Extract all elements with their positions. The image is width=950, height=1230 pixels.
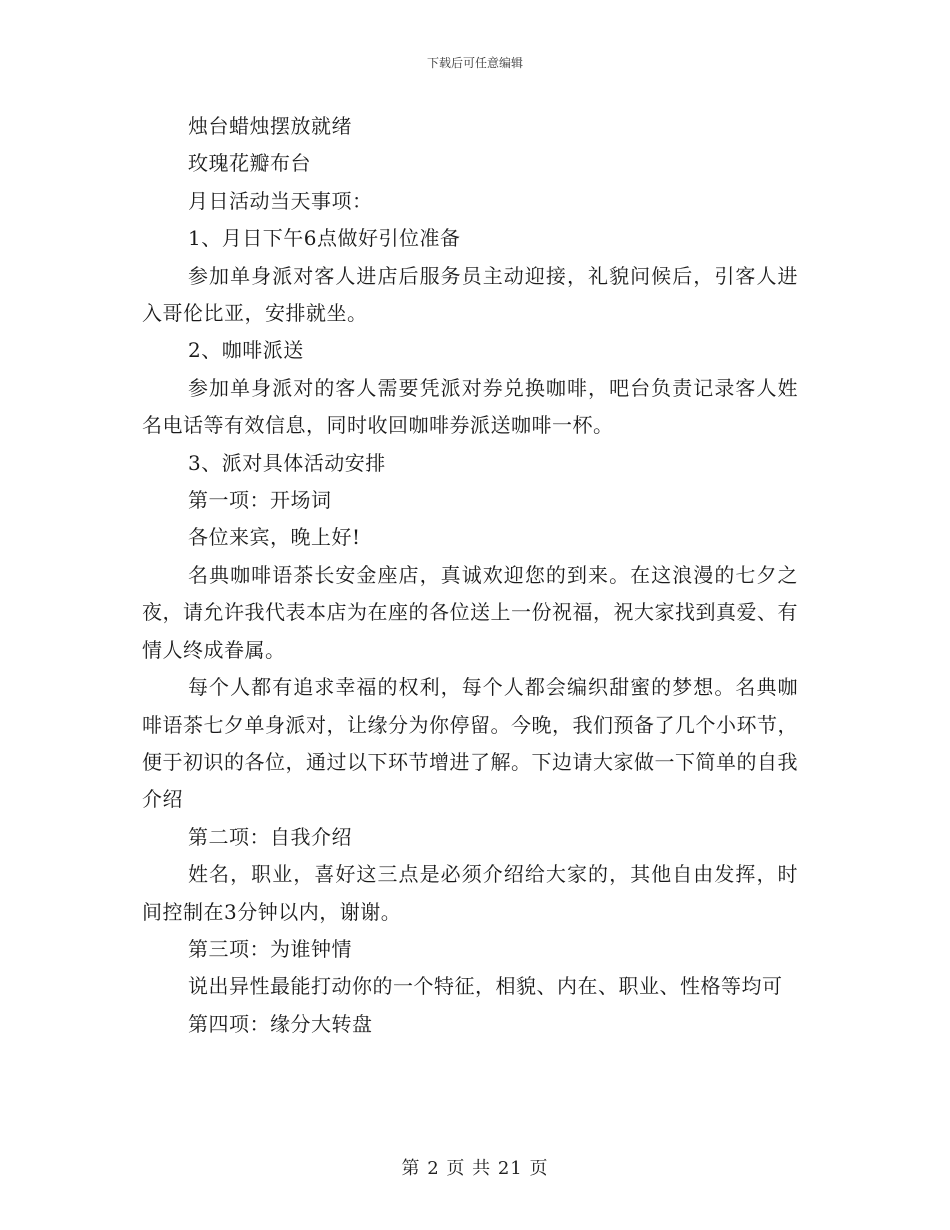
paragraph: 月日活动当天事项： — [188, 188, 373, 213]
paragraph: 1、月日下午6点做好引位准备 — [188, 226, 461, 251]
paragraph: 2、咖啡派送 — [188, 338, 304, 363]
paragraph: 说出异性最能打动你的一个特征，相貌、内在、职业、性格等均可 — [188, 974, 783, 999]
page-header: 下载后可任意编辑 — [426, 56, 523, 70]
paragraph: 玫瑰花瓣布台 — [188, 151, 311, 176]
paragraph: 各位来宾，晚上好! — [188, 525, 361, 550]
paragraph: 3、派对具体活动安排 — [188, 450, 386, 475]
paragraph: 第一项：开场词 — [188, 488, 332, 513]
document-body — [142, 108, 798, 1043]
paragraph: 名典咖啡语茶长安金座店，真诚欢迎您的到来。在这浪漫的七夕之夜，请允许我代表本店为在座的各位送上一份祝福，祝大家找到真爱、有情人终成眷属。 — [142, 562, 798, 662]
paragraph: 第四项：缘分大转盘 — [188, 1011, 373, 1036]
paragraph: 姓名，职业，喜好这三点是必须介绍给大家的，其他自由发挥，时间控制在3分钟以内，谢谢。 — [142, 862, 798, 924]
paragraph: 第三项：为谁钟情 — [188, 936, 352, 961]
paragraph: 参加单身派对的客人需要凭派对券兑换咖啡，吧台负责记录客人姓名电话等有效信息，同时收回咖啡券派送咖啡一杯。 — [142, 375, 798, 438]
paragraph: 烛台蜡烛摆放就绪 — [188, 114, 352, 138]
paragraph: 每个人都有追求幸福的权利，每个人都会编织甜蜜的梦想。名典咖啡语茶七夕单身派对，让缘分为你停留。今晚，我们预备了几个小环节，便于初识的各位，通过以下环节增进了解。下边请大家做一下简单的自我介绍 — [142, 675, 798, 812]
page-footer: 第 2 页 共 21 页 — [401, 1158, 549, 1179]
paragraph: 第二项：自我介绍 — [188, 824, 352, 849]
paragraph: 参加单身派对客人进店后服务员主动迎接，礼貌问候后，引客人进入哥伦比亚，安排就坐。 — [142, 263, 798, 326]
